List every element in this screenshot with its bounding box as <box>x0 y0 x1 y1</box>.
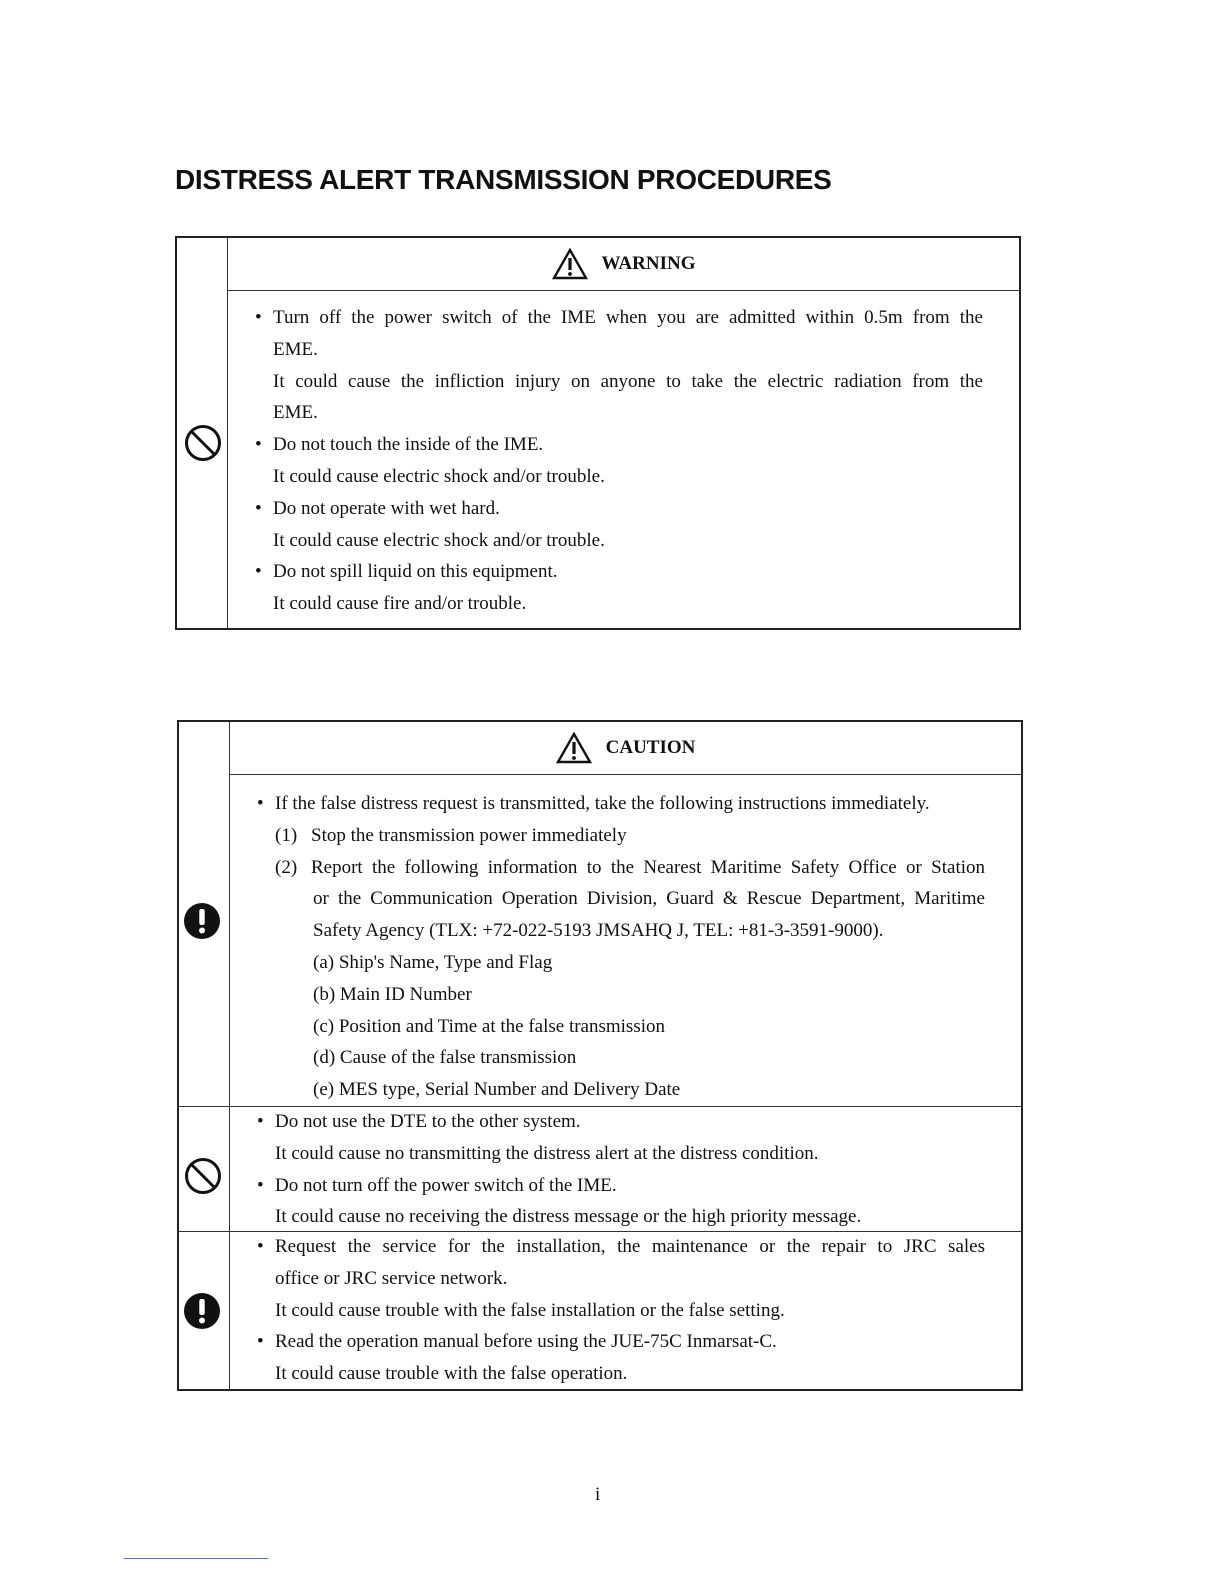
step-number: (2) <box>275 856 298 878</box>
warning-line: • Do not touch the inside of the IME. <box>255 429 983 461</box>
prohibition-icon <box>184 1157 222 1195</box>
step-text: Stop the transmission power immediately <box>311 824 627 846</box>
warning-line: It could cause fire and/or trouble. <box>273 593 527 615</box>
footer-rule <box>124 1558 268 1559</box>
list-item: (a) Ship's Name, Type and Flag <box>313 951 553 973</box>
caution-line: It could cause trouble with the false installation or the false setting. <box>275 1299 785 1321</box>
warning-triangle-icon <box>552 248 588 280</box>
list-item: (b) Main ID Number <box>313 983 472 1005</box>
warning-line: EME. <box>273 338 318 360</box>
caution-section-2 <box>257 1106 985 1233</box>
column-divider <box>227 238 228 628</box>
step-number: (1) <box>275 824 298 846</box>
warning-box <box>175 236 1021 630</box>
warning-line: It could cause the infliction injury on anyone to take the electric radiation from the <box>273 370 983 392</box>
caution-line: • Do not use the DTE to the other system. <box>257 1106 985 1138</box>
caution-line: • Do not turn off the power switch of the IME. <box>257 1170 985 1202</box>
caution-heading: CAUTION <box>605 737 696 758</box>
warning-heading: WARNING <box>601 253 696 274</box>
caution-line: It could cause no transmitting the distress alert at the distress condition. <box>275 1142 819 1164</box>
caution-line: • Request the service for the installation, the maintenance or the repair to JRC sales <box>257 1231 985 1263</box>
caution-line: It could cause no receiving the distress message or the high priority message. <box>275 1206 862 1228</box>
step-text: Report the following information to the Nearest Maritime Safety Office or Station <box>311 856 985 878</box>
caution-header <box>230 722 1021 775</box>
caution-intro: • If the false distress request is transmitted, take the following instructions immediately. <box>257 788 985 820</box>
warning-line: It could cause electric shock and/or trouble. <box>273 465 605 487</box>
mandatory-icon <box>183 902 221 940</box>
list-item: (c) Position and Time at the false transmission <box>313 1015 666 1037</box>
warning-line: It could cause electric shock and/or trouble. <box>273 529 605 551</box>
caution-section-3 <box>257 1231 985 1390</box>
warning-line: • Do not operate with wet hard. <box>255 493 983 525</box>
list-item: (e) MES type, Serial Number and Delivery Date <box>313 1079 681 1101</box>
list-item: (d) Cause of the false transmission <box>313 1047 577 1069</box>
warning-triangle-icon <box>556 732 592 764</box>
page-title: DISTRESS ALERT TRANSMISSION PROCEDURES <box>175 164 832 195</box>
warning-line: • Turn off the power switch of the IME when you are admitted within 0.5m from the <box>255 302 983 334</box>
step-text: or the Communication Operation Division, Guard & Rescue Department, Maritime <box>313 888 985 910</box>
warning-line: • Do not spill liquid on this equipment. <box>255 556 983 588</box>
step-text: Safety Agency (TLX: +72-022-5193 JMSAHQ J, TEL: +81-3-3591-9000). <box>313 920 884 942</box>
caution-line: • Read the operation manual before using the JUE-75C Inmarsat-C. <box>257 1326 985 1358</box>
page-number: i <box>595 1484 601 1505</box>
warning-header <box>228 238 1019 291</box>
caution-line: office or JRC service network. <box>275 1267 508 1289</box>
warning-content <box>255 302 983 620</box>
caution-section-1 <box>257 788 985 1106</box>
column-divider <box>229 722 230 1389</box>
caution-box <box>177 720 1023 1391</box>
caution-line: It could cause trouble with the false operation. <box>275 1363 628 1385</box>
warning-line: EME. <box>273 402 318 424</box>
mandatory-icon <box>183 1292 221 1330</box>
prohibition-icon <box>184 424 222 462</box>
